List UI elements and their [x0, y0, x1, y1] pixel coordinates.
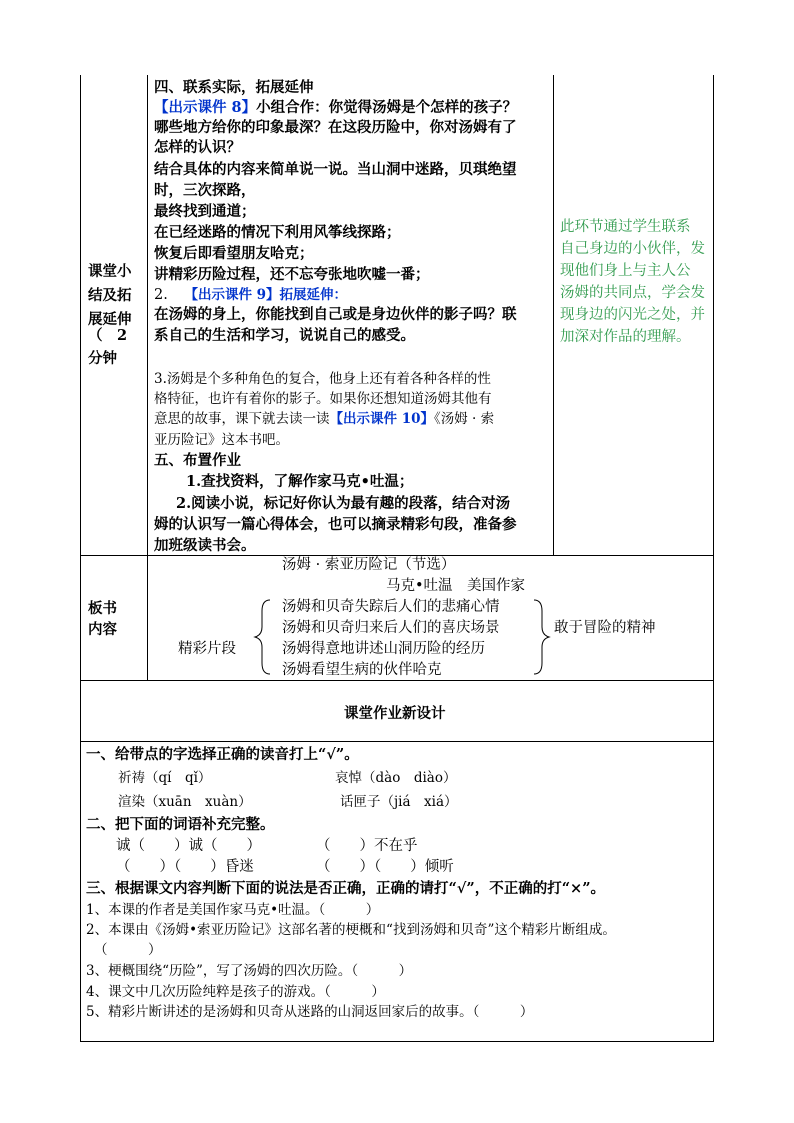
homework-title: 课堂作业新设计 — [344, 705, 446, 722]
paragraph-line: 系自己的生活和学习，说说自己的感受。 — [154, 327, 415, 344]
label-line: 展延伸 — [88, 311, 132, 328]
text-span: 意思的故事，课下就去读一读 — [154, 411, 330, 427]
right-brace-icon — [530, 597, 554, 677]
judge-item: 1、本课的作者是美国作家马克•吐温。（ ） — [86, 902, 380, 918]
paragraph-line: 3.汤姆是个多种角色的复合，他身上还有着各种各样的性 — [154, 371, 491, 387]
paragraph-line: 亚历险记》这本书吧。 — [154, 432, 289, 448]
paragraph-line: 怎样的认识？ — [154, 139, 241, 156]
label-line: 课堂小 — [88, 263, 132, 280]
paragraph-line: 格特征，也许有着你的影子。如果你还想知道汤姆其他有 — [154, 391, 492, 407]
pinyin-item: 话匣子（jiá xiá） — [340, 794, 458, 810]
board-item: 汤姆和贝奇归来后人们的喜庆场景 — [282, 620, 500, 636]
paragraph-line: 恢复后即看望朋友哈克； — [154, 245, 314, 262]
note-line: 现身边的闪光之处，并 — [560, 307, 705, 323]
judge-item: 2、本课由《汤姆•索亚历险记》这部名著的梗概和“找到汤姆和贝奇”这个精彩片断组成。 — [86, 922, 616, 938]
note-line: 自己身边的小伙伴，发 — [560, 241, 705, 257]
note-line: 现他们身上与主人公 — [560, 263, 691, 279]
fill-blank-item: （ ）（ ）昏迷 — [116, 859, 254, 875]
label-line: 结及拓 — [88, 287, 132, 304]
question-3: 三、根据课文内容判断下面的说法是否正确，正确的请打“√”，不正确的打“×”。 — [86, 880, 606, 897]
board-caption: 精彩片段 — [178, 641, 236, 657]
item-2-line — [154, 286, 347, 305]
board-title: 汤姆 · 索亚历险记（节选） — [282, 557, 456, 573]
table-left-border — [80, 75, 81, 1042]
label-line: 内容 — [88, 621, 117, 638]
text-span: 小组合作：你觉得汤姆是个怎样的孩子？ — [256, 99, 518, 116]
judge-item: 5、精彩片断讲述的是汤姆和贝奇从迷路的山洞返回家后的故事。（ ） — [86, 1004, 534, 1020]
section-heading-5: 五、布置作业 — [154, 452, 241, 469]
text-span: 拓展延伸： — [279, 287, 348, 303]
board-author: 马克•吐温 美国作家 — [386, 578, 526, 594]
question-2: 二、把下面的词语补充完整。 — [86, 816, 275, 833]
fill-blank-item: 诚（ ）诚（ ） — [116, 838, 261, 854]
note-line: 汤姆的共同点，学会发 — [560, 285, 705, 301]
board-item: 汤姆和贝奇失踪后人们的悲痛心情 — [282, 599, 500, 615]
table-right-border — [713, 75, 714, 1042]
courseware-tag: 【出示课件 10】 — [329, 411, 434, 427]
paragraph-line: 结合具体的内容来简单说一说。当山洞中迷路，贝琪绝望 — [154, 161, 517, 178]
col-divider-1 — [147, 75, 148, 681]
label-line: 分钟 — [88, 350, 117, 367]
fill-blank-item: （ ）（ ）倾听 — [316, 859, 454, 875]
row-divider-2 — [80, 680, 714, 681]
judge-item: 3、梗概围绕“历险”，写了汤姆的四次历险。（ ） — [86, 963, 413, 979]
note-line: 此环节通过学生联系 — [560, 219, 691, 235]
judge-item: 4、课文中几次历险纯粹是孩子的游戏。（ ） — [86, 984, 385, 1000]
homework-item-2: 2.阅读小说，标记好你认为最有趣的段落，结合对汤 — [176, 495, 511, 512]
paragraph-line: 姆的认识写一篇心得体会，也可以摘录精彩句段，准备参 — [154, 516, 517, 533]
section-heading-4: 四、联系实际，拓展延伸 — [154, 79, 314, 96]
paragraph-line — [154, 98, 517, 117]
board-item: 汤姆看望生病的伙伴哈克 — [282, 662, 442, 678]
fill-blank-item: （ ）不在乎 — [316, 838, 418, 854]
paragraph-line: 哪些地方给你的印象最深？在这段历险中，你对汤姆有了 — [154, 119, 517, 136]
table-bottom-border — [80, 1041, 714, 1042]
pinyin-item: 渲染（xuān xuàn） — [118, 794, 252, 810]
pinyin-item: 哀悼（dào diào） — [335, 770, 457, 786]
paragraph-line: 加班级读书会。 — [154, 537, 256, 554]
board-theme: 敢于冒险的精神 — [554, 620, 656, 636]
judge-item: （ ） — [94, 942, 162, 958]
paragraph-line: 最终找到通道； — [154, 203, 256, 220]
item-number: 2. — [154, 287, 168, 303]
paragraph-line: 在已经迷路的情况下利用风筝线探路； — [154, 224, 401, 241]
col-divider-2 — [553, 75, 554, 556]
label-line: 板书 — [88, 600, 117, 617]
label-line: （ 2 — [88, 327, 128, 344]
note-line: 加深对作品的理解。 — [560, 329, 691, 345]
board-item: 汤姆得意地讲述山洞历险的经历 — [282, 641, 485, 657]
courseware-tag: 【出示课件 8】 — [154, 99, 257, 116]
left-brace-icon — [250, 597, 274, 677]
question-1: 一、给带点的字选择正确的读音打上“√”。 — [86, 746, 359, 763]
row-divider-3 — [80, 741, 714, 742]
paragraph-line: 在汤姆的身上，你能找到自己或是身边伙伴的影子吗？联 — [154, 306, 517, 323]
text-span: 《汤姆 · 索 — [434, 411, 495, 427]
paragraph-line — [154, 410, 494, 429]
courseware-tag: 【出示课件 9】 — [184, 287, 280, 303]
paragraph-line: 讲精彩历险过程，还不忘夸张地吹嘘一番； — [154, 266, 430, 283]
homework-item-1: 1.查找资料，了解作家马克•吐温； — [186, 473, 414, 490]
pinyin-item: 祈祷（qí qǐ） — [118, 770, 212, 786]
paragraph-line: 时，三次探路， — [154, 182, 256, 199]
